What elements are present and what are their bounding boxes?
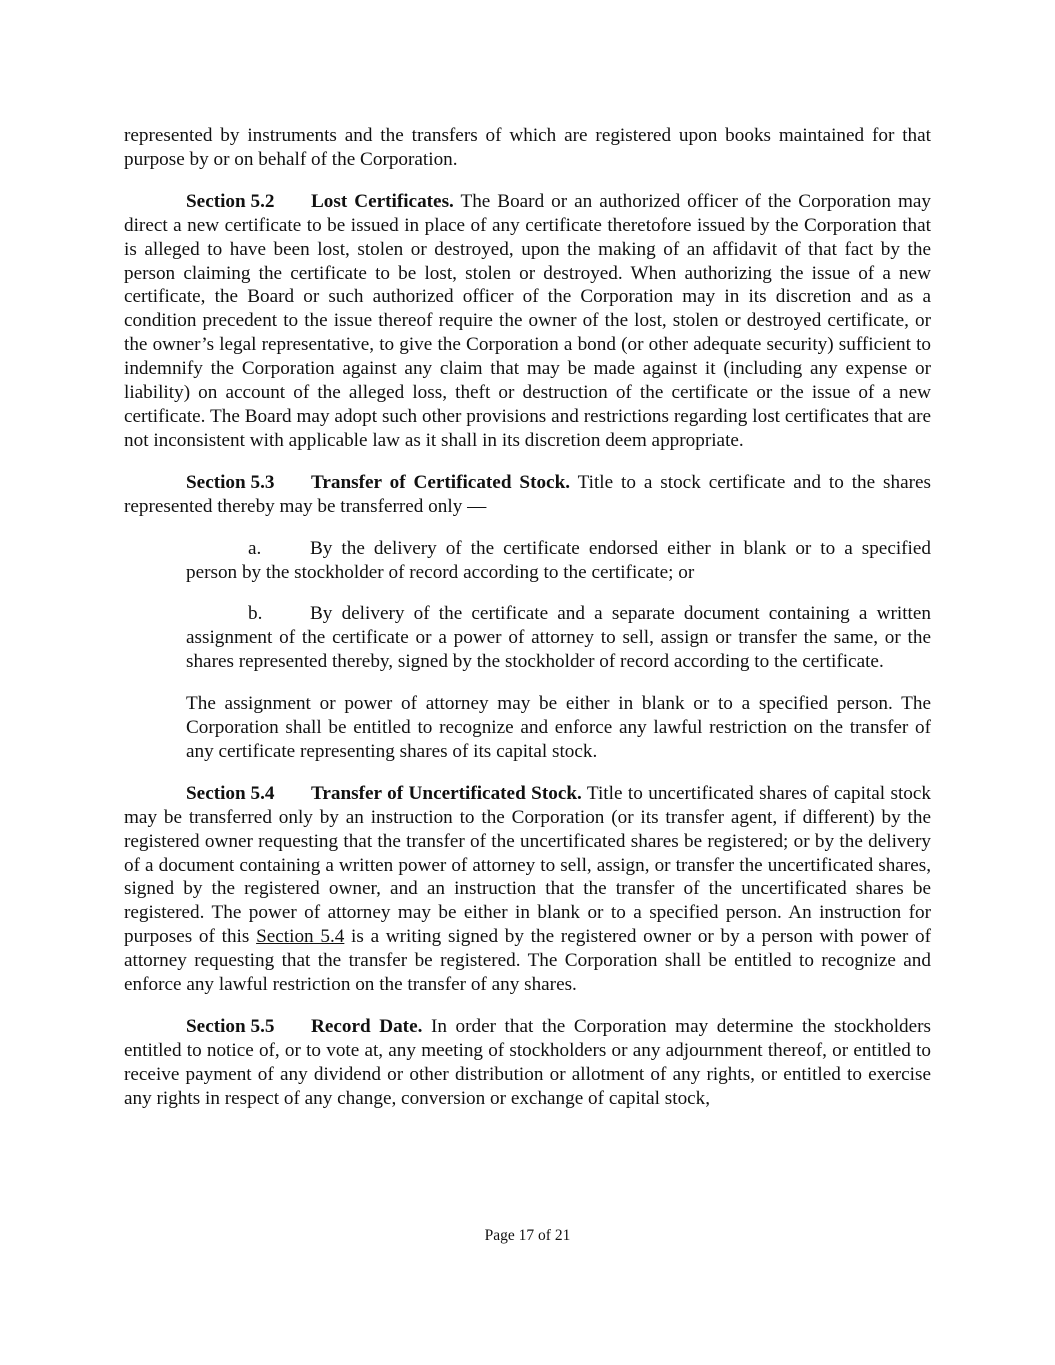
list-item-a	[186, 537, 931, 585]
section-title: Transfer of Uncertificated Stock.	[311, 782, 582, 804]
section-number: Section 5.2	[186, 190, 275, 212]
section-text: Title to uncertificated shares of capital stock may be transferred only by an instruction to the Corporation (or its transfer agent, if different) by the registered owner requesting that the transfer of the uncertificated shares be registered; or by the delivery of a document containing a written power of attorney to sell, assign, or transfer the uncertificated shares, signed by the registered owner, and an instruction that the transfer of the uncertificated shares be registered. The power of attorney may be either in blank or to a specified person. An instruction for purposes of this	[124, 782, 932, 948]
list-letter: a.	[248, 537, 262, 559]
section-text: Title to a stock certificate and to the shares represented thereby may be transferred only —	[124, 471, 931, 517]
section-cross-reference: Section 5.4	[256, 926, 345, 948]
section-5-3	[124, 471, 931, 519]
section-title: Record Date.	[311, 1016, 423, 1037]
list-item-text: By the delivery of the certificate endorsed either in blank or to a specified person by the stockholder of record according to the certificate; or	[186, 537, 931, 583]
list-letter: b.	[248, 603, 263, 625]
list-item-text: By delivery of the certificate and a separate document containing a written assignment of the certificate or a power of attorney to sell, assign or transfer the same, or the shares represented thereby, signed by the stockholder of record according to the certificate.	[186, 603, 931, 673]
continuation-paragraph: represented by instruments and the transfers of which are registered upon books maintained for that purpose by or on behalf of the Corporation.	[124, 125, 931, 170]
section-text: The Board or an authorized officer of the Corporation may direct a new certificate to be issued in place of any certificate theretofore issued by the Corporation that is alleged to have been lost, stolen or destroyed, upon the making of an affidavit of that fact by the person claiming the certificate to be lost, stolen or destroyed. When authorizing the issue of a new certificate, the Board or such authorized officer of the Corporation may in its discretion and as a condition precedent to the issue thereof require the owner of the lost, stolen or destroyed certificate, or the owner’s legal representative, to give the Corporation a bond (or other adequate security) sufficient to indemnify the Corporation against any claim that may be made against it (including any expense or liability) on account of the alleged loss, theft or destruction of the certificate or the issue of a new certificate. The Board may adopt such other provisions and restrictions regarding lost certificates that are not inconsistent with applicable law as it shall in its discretion deem appropriate.	[124, 190, 932, 451]
section-5-3-closing: The assignment or power of attorney may be either in blank or to a specified person. The Corporation shall be entitled to recognize and enforce any lawful restriction on the transfer of any certificate representing shares of its capital stock.	[186, 693, 931, 762]
section-text: In order that the Corporation may determine the stockholders entitled to notice of, or to vote at, any meeting of stockholders or any adjournment thereof, or entitled to receive payment of any dividend or other distribution or allotment of any rights, or entitled to exercise any rights in respect of any change, conversion or exchange of capital stock,	[124, 1016, 931, 1109]
section-title: Lost Certificates.	[311, 190, 454, 212]
section-text-continued: is a writing signed by the registered owner or by a person with power of attorney requesting that the transfer be registered. The Corporation shall be entitled to recognize and enforce any lawful restriction on the transfer of any shares.	[124, 926, 932, 996]
section-number: Section 5.3	[186, 471, 275, 493]
section-number: Section 5.4	[186, 782, 275, 804]
section-5-5	[124, 1015, 931, 1111]
section-5-4	[124, 782, 931, 997]
section-title: Transfer of Certificated Stock.	[311, 471, 571, 493]
section-5-2	[124, 190, 931, 453]
section-number: Section 5.5	[186, 1016, 275, 1037]
page-footer: Page 17 of 21	[484, 1227, 571, 1244]
document-body	[124, 124, 931, 1129]
list-item-b	[186, 602, 931, 674]
